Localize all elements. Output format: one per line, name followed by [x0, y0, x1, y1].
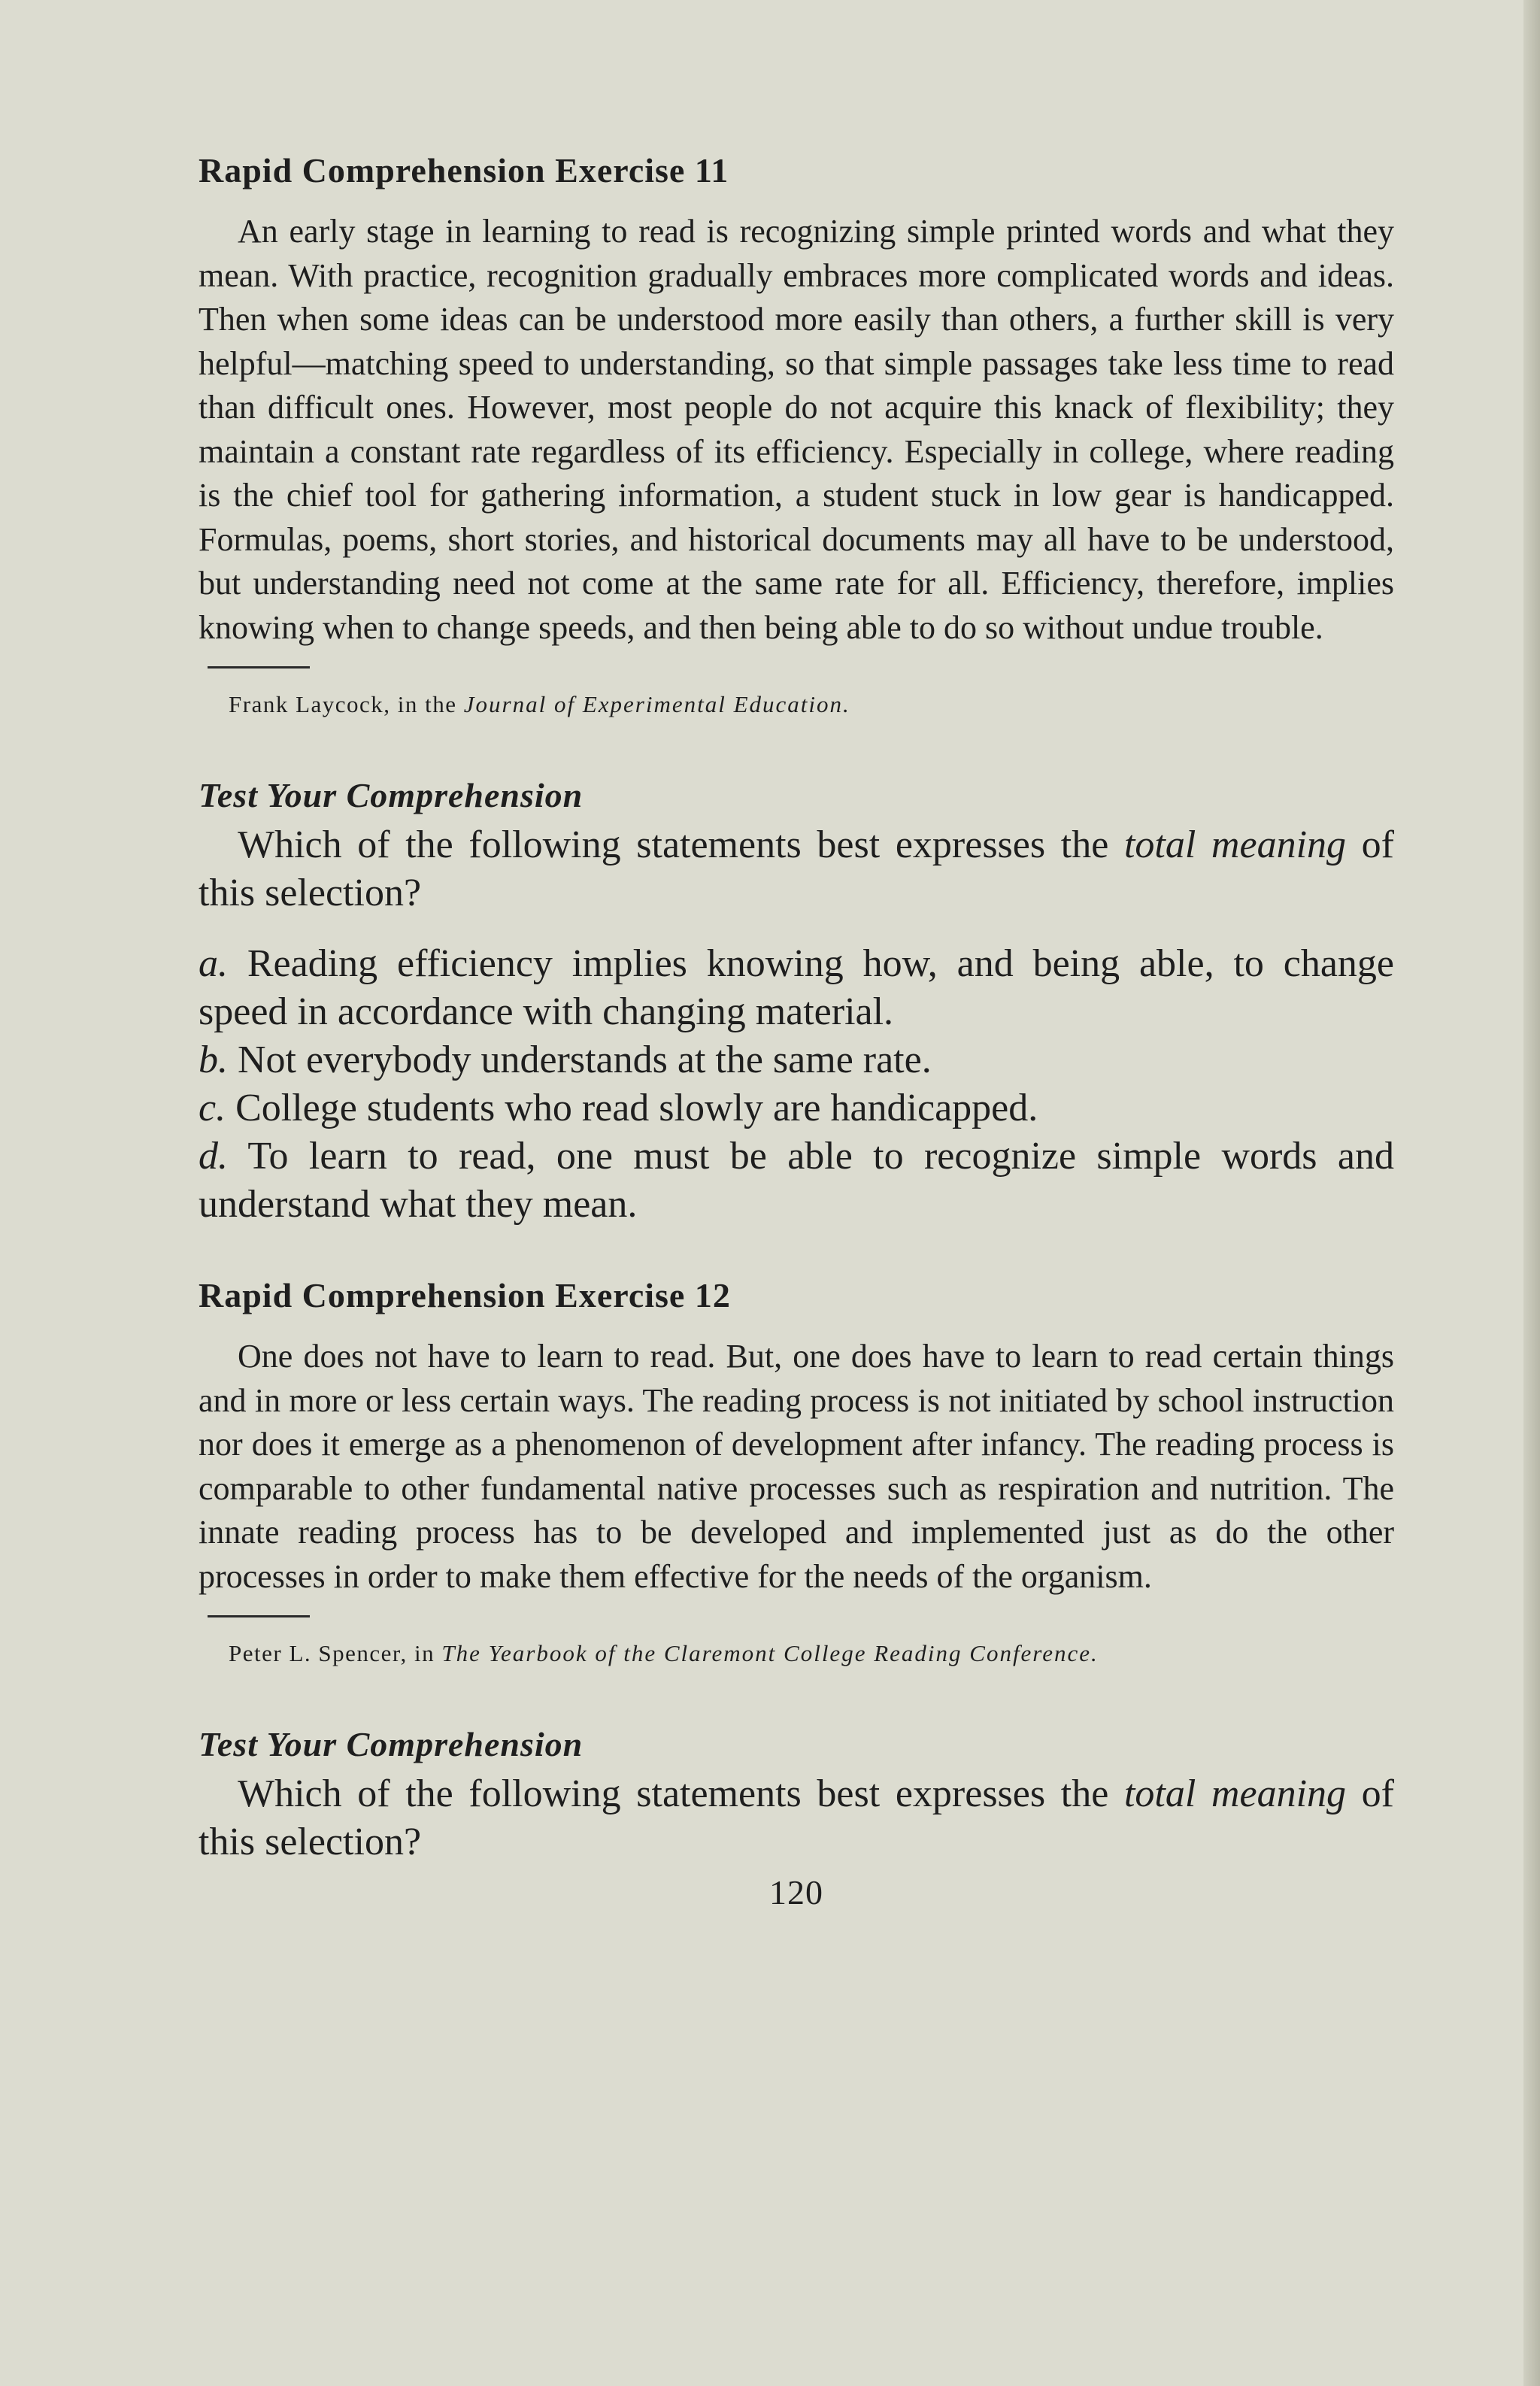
option-text: Reading efficiency implies knowing how, and being able, to change speed in accordance with changing material.	[199, 942, 1394, 1033]
exercise-11-heading: Rapid Comprehension Exercise 11	[199, 151, 729, 189]
test-2-heading: Test Your Comprehension	[199, 1725, 584, 1763]
source-author: Frank Laycock, in the	[229, 691, 464, 717]
option-c	[199, 1084, 1394, 1132]
book-page	[199, 150, 1394, 1912]
test-1-question: Which of the following statements best expresses the total meaning of this selection?	[199, 823, 1394, 914]
exercise-12-passage: One does not have to learn to read. But, one does have to learn to read certain things and in more or less certain ways. The reading process is not initiated by school instruction nor does it emerge as a phenomenon of development after infancy. The reading process is comparable to other fundamental native processes such as respiration and nutrition. The innate reading process has to be developed and implemented just as do the other processes in order to make them effective for the needs of the organism.	[199, 1338, 1394, 1595]
option-letter: b.	[199, 1038, 228, 1081]
page-edge-shadow	[1523, 0, 1540, 2386]
source-title: Journal of Experimental Education.	[463, 691, 850, 717]
test-1-heading: Test Your Comprehension	[199, 776, 584, 814]
test-2-question: Which of the following statements best expresses the total meaning of this selection?	[199, 1772, 1394, 1863]
page-number: 120	[769, 1873, 823, 1912]
option-d	[199, 1132, 1394, 1229]
option-a	[199, 940, 1394, 1036]
question-emphasis: total meaning	[1123, 1772, 1347, 1815]
option-letter: a.	[199, 942, 228, 985]
source-divider	[208, 666, 310, 669]
option-text: Not everybody understands at the same rate.	[228, 1038, 932, 1081]
exercise-12-heading: Rapid Comprehension Exercise 12	[199, 1276, 731, 1314]
option-letter: c.	[199, 1087, 226, 1129]
source-author: Peter L. Spencer, in	[229, 1640, 442, 1666]
option-text: To learn to read, one must be able to recognize simple words and understand what they mean.	[199, 1135, 1394, 1226]
exercise-12-source	[229, 1640, 1394, 1667]
option-b	[199, 1036, 1394, 1084]
question-emphasis: total meaning	[1123, 823, 1347, 866]
source-divider	[208, 1615, 310, 1617]
source-title: The Yearbook of the Claremont College Reading Conference.	[441, 1640, 1099, 1666]
answer-options	[199, 940, 1394, 1229]
option-letter: d.	[199, 1135, 228, 1178]
exercise-11-source	[229, 691, 1394, 718]
exercise-11-passage: An early stage in learning to read is recognizing simple printed words and what they mean. With practice, recognition gradually embraces more complicated words and ideas. Then when some ideas can be understood more easily than others, a further skill is very helpful—matching speed to understanding, so that simple passages take less time to read than difficult ones. However, most people do not acquire this knack of flexibility; they maintain a constant rate regardless of its efficiency. Especially in college, where reading is the chief tool for gathering information, a student stuck in low gear is handicapped. Formulas, poems, short stories, and historical documents may all have to be understood, but understanding need not come at the same rate for all. Efficiency, therefore, implies knowing when to change speeds, and then being able to do so without undue trouble.	[199, 213, 1394, 646]
option-text: College students who read slowly are handicapped.	[226, 1087, 1038, 1129]
